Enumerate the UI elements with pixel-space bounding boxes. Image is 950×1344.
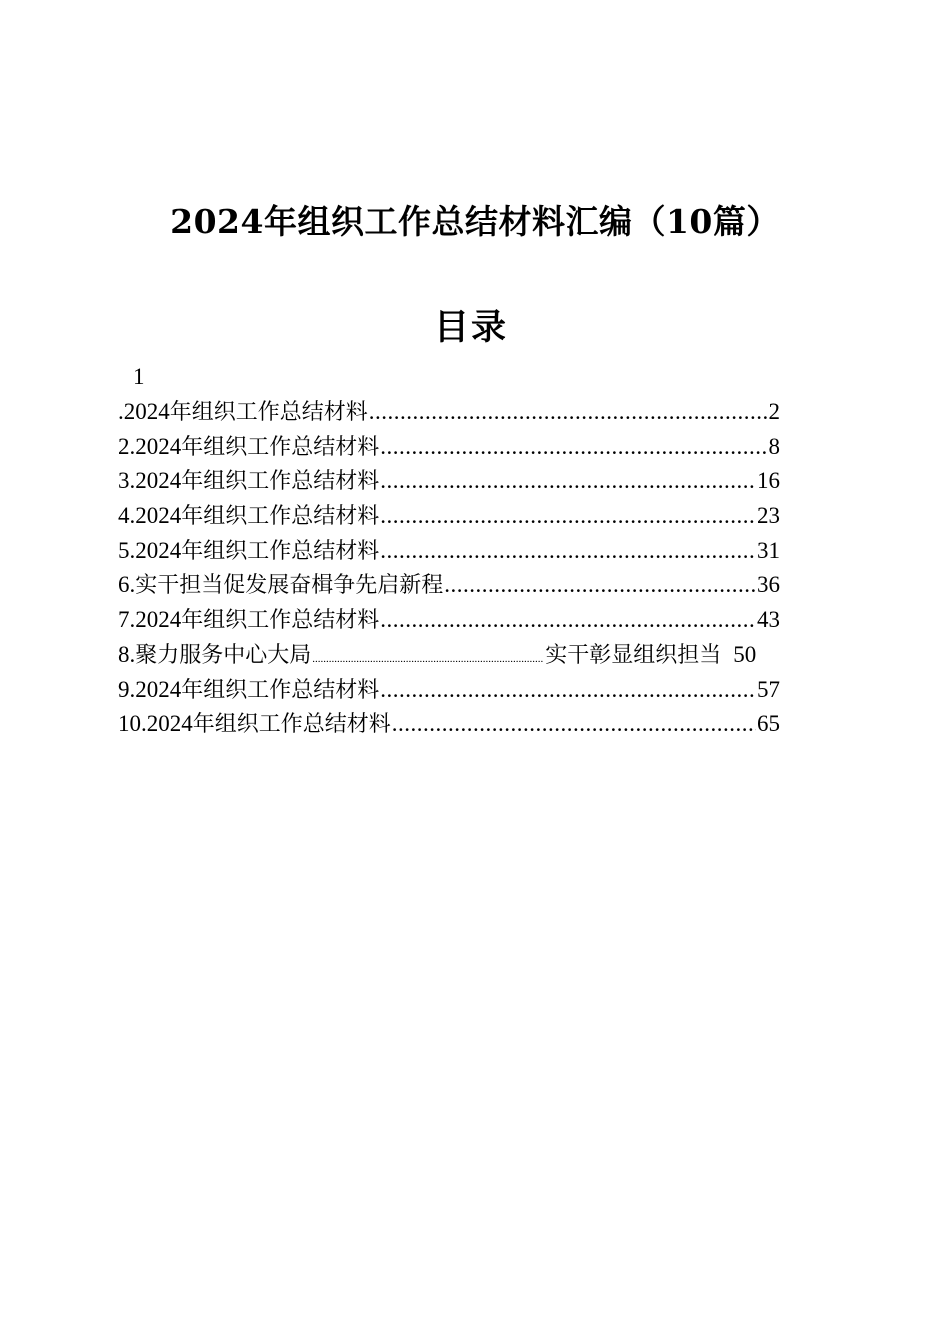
toc-entry-number: 4.	[118, 503, 136, 529]
toc-entry-page: 57	[757, 676, 780, 702]
toc-entry-number: .	[118, 399, 124, 424]
toc-leader-dots	[392, 707, 756, 742]
toc-entry-10[interactable]	[118, 707, 780, 742]
toc-entry-number: 5.	[118, 537, 136, 563]
toc-leader-dots	[369, 395, 768, 430]
toc-entry-4[interactable]	[118, 499, 780, 534]
toc-entry-page: 8	[768, 433, 780, 459]
toc-entry-9[interactable]	[118, 673, 780, 708]
toc-entry-page: 65	[757, 711, 780, 737]
toc-entry-6[interactable]	[118, 568, 780, 603]
toc-entry-number: 7.	[118, 607, 136, 633]
toc-entry-page: 36	[757, 572, 780, 598]
toc-leader-dots	[380, 464, 756, 499]
toc-entry-1[interactable]	[118, 395, 780, 430]
toc-entry-number: 6.	[118, 572, 136, 598]
toc-leader-dots	[444, 568, 756, 603]
toc-heading: 目录	[433, 307, 508, 348]
toc-entry-title: 2024年组织工作总结材料	[135, 537, 380, 564]
toc-entry-page: 16	[757, 468, 780, 494]
toc-entry-3[interactable]	[118, 464, 780, 499]
toc-entry-number: 8.	[118, 641, 136, 667]
toc-entry-page: 2	[768, 399, 780, 424]
toc-entry-number: 10.	[118, 711, 147, 737]
toc-entry-8[interactable]	[118, 638, 814, 673]
toc-entry-title: 2024年组织工作总结材料	[135, 607, 380, 634]
document-title: 2024年组织工作总结材料汇编（10篇）	[170, 202, 780, 241]
toc-entry-number: 2.	[118, 433, 136, 459]
toc-entry-page: 50	[733, 641, 757, 667]
toc-entry-title: 2024年组织工作总结材料	[135, 433, 380, 460]
toc-entry-page: 23	[757, 503, 780, 529]
toc-entry-page: 43	[757, 607, 780, 633]
toc-leader-dots	[380, 673, 756, 708]
toc-entry-title-continued: 实干彰显组织担当	[545, 642, 722, 668]
toc-entry-title: 聚力服务中心大局	[135, 642, 312, 668]
toc-leader-dots	[380, 603, 756, 638]
table-of-contents	[118, 395, 780, 742]
toc-entry-7[interactable]	[118, 603, 780, 638]
toc-leader-dots	[380, 534, 756, 569]
toc-entry-number: 9.	[118, 676, 136, 702]
toc-entry-title: 2024年组织工作总结材料	[146, 711, 391, 738]
toc-leader-dots	[380, 499, 756, 534]
toc-entry-title: 2024年组织工作总结材料	[135, 676, 380, 703]
toc-entry-page: 31	[757, 537, 780, 563]
toc-entry-title: 2024年组织工作总结材料	[135, 503, 380, 530]
toc-entry-title: 2024年组织工作总结材料	[135, 468, 380, 495]
toc-entry-number: 3.	[118, 468, 136, 494]
toc-entry-5[interactable]	[118, 534, 780, 569]
toc-entry-2[interactable]	[118, 430, 780, 465]
toc-leader-dots	[380, 430, 767, 465]
toc-leader-dots	[312, 642, 544, 677]
toc-orphan-number: 1	[133, 364, 145, 389]
toc-entry-title: 实干担当促发展奋楫争先启新程	[135, 573, 444, 599]
toc-entry-title: 2024年组织工作总结材料	[123, 399, 368, 425]
